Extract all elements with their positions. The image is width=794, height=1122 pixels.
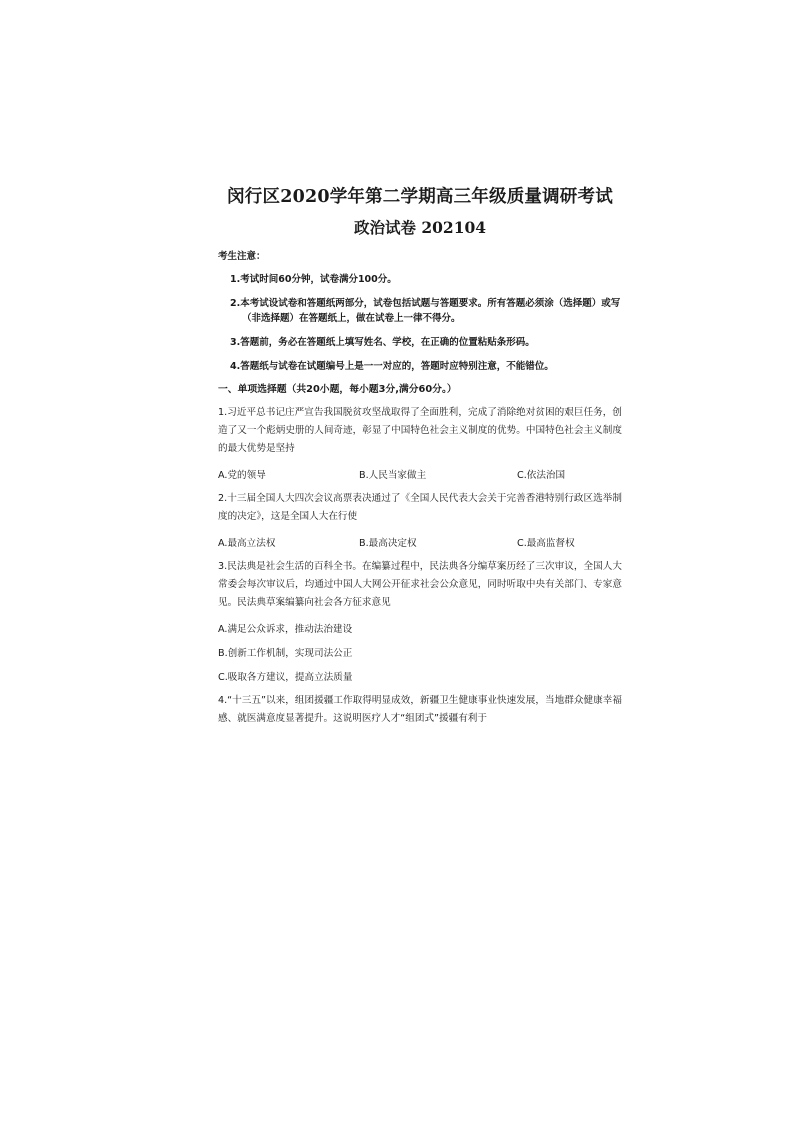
question-2-option-a: A.最高立法权 bbox=[218, 538, 276, 549]
notice-item-2: 2.本考试设试卷和答题纸两部分，试卷包括试题与答题要求。所有答题必须涂（选择题）或写（非选择题）在答题纸上，做在试卷上一律不得分。 bbox=[230, 298, 621, 324]
question-2-option-c: C.最高监督权 bbox=[517, 538, 575, 549]
notice-item-4: 4.答题纸与试卷在试题编号上是一一对应的，答题时应特别注意，不能错位。 bbox=[230, 361, 554, 372]
question-1-option-b: B.人民当家做主 bbox=[359, 470, 427, 481]
question-4-stem: 4.“十三五”以来，组团援疆工作取得明显成效，新疆卫生健康事业快速发展，当地群众健康幸福感、就医满意度显著提升。这说明医疗人才“组团式”援疆有利于 bbox=[218, 695, 622, 724]
exam-subtitle: 政治试卷 202104 bbox=[353, 218, 487, 237]
notice-list bbox=[218, 272, 622, 374]
question-1-stem: 1.习近平总书记庄严宣告我国脱贫攻坚战取得了全面胜利，完成了消除绝对贫困的艰巨任务，创造了又一个彪炳史册的人间奇迹，彰显了中国特色社会主义制度的优势。中国特色社会主义制度的最大优势是坚持 bbox=[218, 407, 622, 454]
notice-item-1: 1.考试时间60分钟，试卷满分100分。 bbox=[230, 274, 397, 285]
question-1-option-a: A.党的领导 bbox=[218, 470, 266, 481]
exam-content bbox=[218, 186, 622, 728]
question-1-options bbox=[218, 469, 622, 482]
exam-title: 闵行区2020学年第二学期高三年级质量调研考试 bbox=[227, 187, 613, 207]
notice-item-3: 3.答题前，务必在答题纸上填写姓名、学校，在正确的位置粘贴条形码。 bbox=[230, 337, 535, 348]
question-3-stem: 3.民法典是社会生活的百科全书。在编纂过程中，民法典各分编草案历经了三次审议，全国人大常委会每次审议后，均通过中国人大网公开征求社会公众意见，同时听取中央有关部门、专家意见。民法典草案编纂向社会各方征求意见 bbox=[218, 561, 622, 608]
question-2-stem: 2.十三届全国人大四次会议高票表决通过了《全国人民代表大会关于完善香港特别行政区选举制度的决定》，这是全国人大在行使 bbox=[218, 493, 622, 522]
question-3-option-b: B.创新工作机制，实现司法公正 bbox=[218, 648, 353, 659]
question-1-option-c: C.依法治国 bbox=[517, 470, 566, 481]
question-3-option-c: C.吸取各方建议，提高立法质量 bbox=[218, 672, 353, 683]
question-2-options bbox=[218, 537, 622, 550]
question-3-option-a: A.满足公众诉求，推动法治建设 bbox=[218, 624, 353, 635]
question-2-option-b: B.最高决定权 bbox=[359, 538, 417, 549]
notice-heading: 考生注意： bbox=[218, 251, 266, 262]
section-heading: 一、单项选择题（共20小题，每小题3分,满分60分。） bbox=[218, 384, 457, 395]
